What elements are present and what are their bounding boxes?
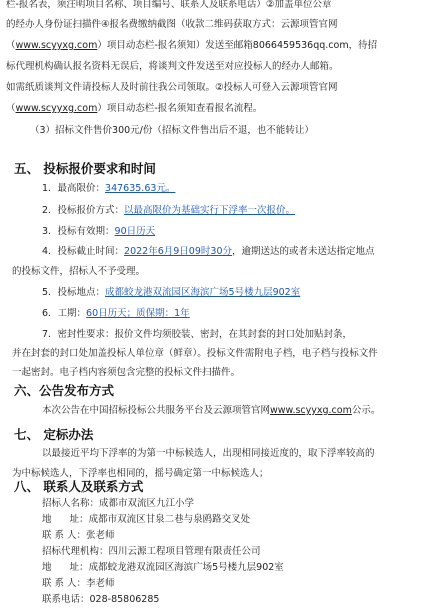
item-7-line-2: 并在封套的封口处加盖投标人单位章（鲜章）。投标文件需附电子档，电子档与投标文件	[12, 348, 378, 359]
address-label: 地 址：	[42, 562, 89, 573]
section-6-text	[42, 404, 380, 418]
tenderer-label: 招标人名称：	[42, 498, 100, 509]
tenderer-row	[42, 497, 194, 511]
intro-line-6-rest: ）项目动态栏-报名须知查看报名流程。	[97, 103, 263, 114]
section-7-line-2: 为中标候选人，下浮率也相同的，摇号确定第一中标候选人；	[12, 468, 269, 479]
item-1-value: 347635.63元。	[105, 183, 176, 194]
phone-row	[42, 593, 159, 607]
item-3	[42, 225, 155, 239]
item-5-label: 5．投标地点：	[42, 287, 106, 298]
tenderer-contact-row	[42, 529, 115, 543]
tenderer-value: 成都市双流区九江小学	[99, 498, 195, 509]
item-5	[42, 286, 300, 300]
intro-line-5: 如需纸质谈判文件请投标人及时前往我公司领取。②投标人可登入云源项管官网	[6, 82, 338, 93]
item-2-label: 2．投标报价方式：	[42, 205, 125, 216]
item-6-label: 6．工期：	[42, 308, 87, 319]
item-3-value: 90日历天	[114, 226, 156, 237]
section-6-text-b: 公示。	[351, 405, 381, 416]
agency-contact-row-label: 联 系 人：	[42, 578, 87, 589]
website-link[interactable]: www.scyyxg.com	[15, 40, 98, 51]
item-6-value: 60日历天；质保期：1年	[86, 308, 190, 319]
tenderer-address-row	[42, 513, 250, 527]
section-7-line-1: 以最接近平均下浮率的为第一中标候选人，出现相同接近度的，取下浮率较高的	[42, 448, 375, 459]
item-1-label: 1．最高限价：	[42, 183, 106, 194]
phone-row-label: 联系电话：	[42, 594, 90, 605]
item-4-rest: ，逾期送达的或者未送达指定地点	[232, 246, 375, 257]
item-7-line-3: 一起密封。电子档内容须包含完整的投标文件扫描件。	[12, 367, 241, 378]
intro-line-4: 标代理机构确认报名资料无误后，将谈判文件发送至对应投标人的经办人邮箱。	[6, 61, 339, 72]
section-5-title: 五、 投标报价要求和时间	[14, 161, 156, 176]
item-2-value: 以最高限价为基础实行下浮率一次报价。	[124, 205, 296, 216]
address-value: 成都市双流区甘泉二巷与泉鸥路交叉处	[88, 514, 251, 525]
section-7-title: 七、 定标办法	[14, 427, 94, 442]
agency-contact-row-value: 李老师	[86, 578, 115, 589]
intro-line-3	[6, 39, 377, 53]
item-5-value: 成都蛟龙港双流园区海滨广场5号楼九层902室	[105, 287, 301, 298]
item-4-label: 4．投标截止时间：	[42, 246, 125, 257]
address-value: 成都蛟龙港双流园区海滨广场5号楼九层902室	[88, 562, 284, 573]
contact-label: 联 系 人：	[42, 530, 87, 541]
intro-line-3-open: （	[6, 40, 16, 51]
agency-value: 四川云源工程项目管理有限责任公司	[108, 546, 261, 557]
section-6-text-a: 本次公告在中国招标投标公共服务平台及云源项管官网	[42, 405, 271, 416]
item-7: 7．密封性要求：报价文件均须胶装、密封，在其封套的封口处加贴封条，	[42, 329, 353, 340]
contact-value: 张老师	[86, 530, 115, 541]
agency-row	[42, 545, 261, 559]
item-4-continuation: 的投标文件，招标人不予受理。	[12, 266, 146, 277]
intro-line-6	[6, 102, 262, 116]
item-6	[42, 307, 190, 321]
agency-label: 招标代理机构：	[42, 546, 109, 557]
address-label: 地 址：	[42, 514, 89, 525]
item-2	[42, 204, 295, 218]
website-link[interactable]: www.scyyxg.com	[15, 103, 98, 114]
intro-line-2: 的经办人身份证扫描件④报名费缴纳截图（收款二维码获取方式：云源项管官网	[6, 19, 338, 30]
agency-contact-row	[42, 577, 115, 591]
agency-address-row	[42, 561, 284, 575]
intro-line-1: 栏-报名表，须注明项目名称、项目编号、联系人及联系电话）②加盖单位公章	[6, 0, 332, 10]
intro-line-6-open: （	[6, 103, 16, 114]
website-link[interactable]: www.scyyxg.com	[270, 405, 352, 416]
item-1	[42, 182, 175, 196]
phone-row-value: 028-85806285	[89, 594, 160, 605]
section-8-title: 八、 联系人及联系方式	[14, 479, 144, 494]
item-4-value: 2022年6月9日09时30分	[124, 246, 232, 257]
intro-line-7: （3）招标文件售价300元/份（招标文件售出后不退，也不能转让）	[30, 125, 314, 136]
intro-line-3-rest: ）项目动态栏-报名须知）发送至邮箱8066459536qq.com，待招	[97, 40, 378, 51]
item-3-label: 3．投标有效期：	[42, 226, 115, 237]
section-6-title: 六、公告发布方式	[14, 383, 115, 398]
item-4	[42, 245, 375, 259]
